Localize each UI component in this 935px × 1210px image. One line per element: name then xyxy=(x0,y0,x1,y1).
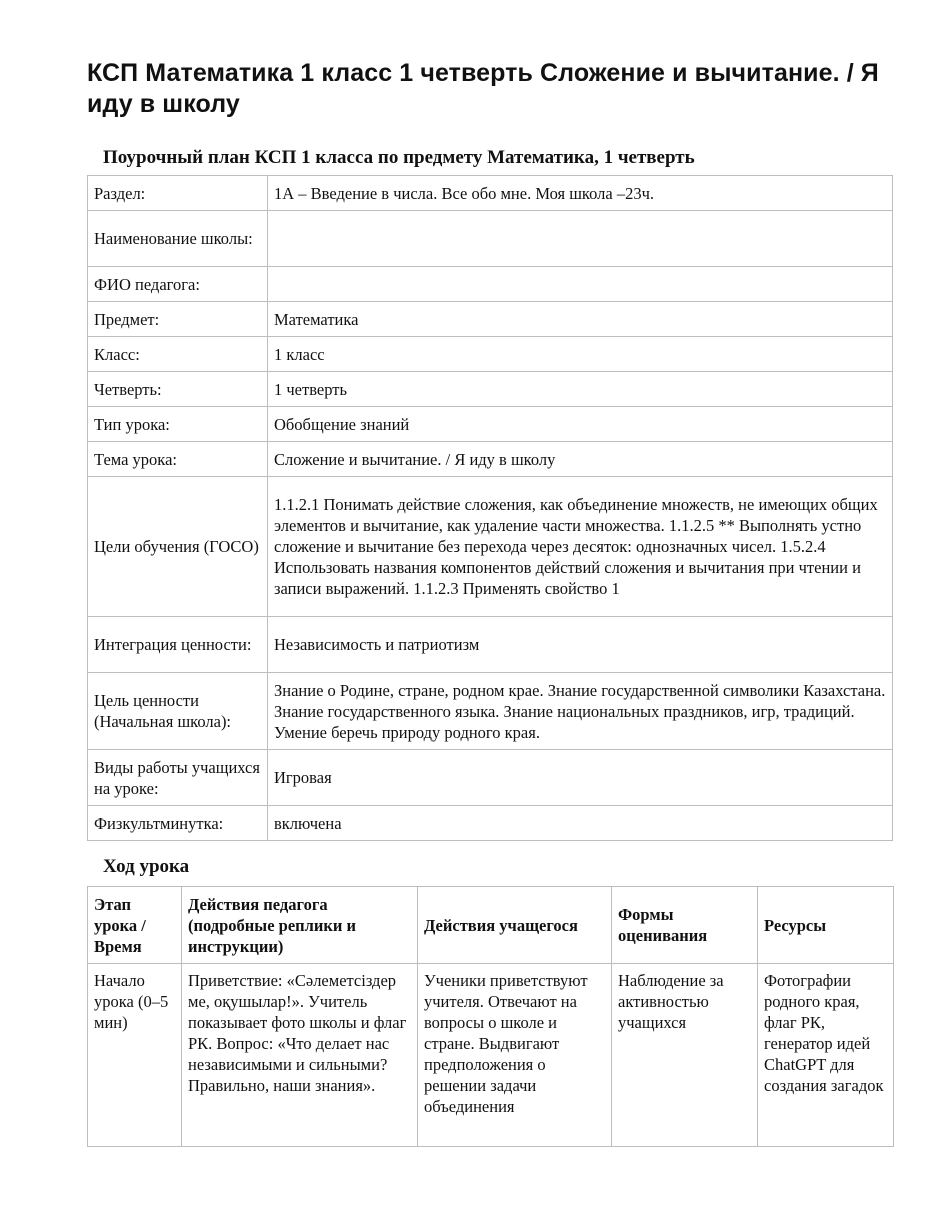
row-label: Физкультминутка: xyxy=(88,806,268,841)
resources-cell: Фотографии родного края, флаг РК, генератор идей ChatGPT для создания загадок xyxy=(758,964,894,1147)
assessment-cell: Наблюдение за активностью учащихся xyxy=(612,964,758,1147)
document-page xyxy=(87,58,893,1147)
row-value xyxy=(268,267,893,302)
lesson-info-table xyxy=(87,175,893,841)
column-header-resources: Ресурсы xyxy=(758,887,894,964)
row-value: Математика xyxy=(268,302,893,337)
table-row xyxy=(88,806,893,841)
lesson-heading: Ход урока xyxy=(103,856,190,877)
column-header-assessment: Формы оценивания xyxy=(612,887,758,964)
table-row xyxy=(88,477,893,617)
row-value: Сложение и вычитание. / Я иду в школу xyxy=(268,442,893,477)
table-row xyxy=(88,337,893,372)
row-value: 1.1.2.1 Понимать действие сложения, как объединение множеств, не имеющих общих элементов и вычитание, как удаление части множества. 1.1.2.5 ** Выполнять устно сложение и вычитание без перехода через десяток: однозначных чисел. 1.5.2.4 Использовать названия компонентов действий сложения и вычитания при чтении и записи выражений. 1.1.2.3 Применять свойство 1 xyxy=(268,477,893,617)
row-label: Четверть: xyxy=(88,372,268,407)
student-actions-cell: Ученики приветствуют учителя. Отвечают на вопросы о школе и стране. Выдвигают предположения о решении задачи объединения xyxy=(418,964,612,1147)
row-value: 1 класс xyxy=(268,337,893,372)
plan-heading: Поурочный план КСП 1 класса по предмету Математика, 1 четверть xyxy=(103,147,695,168)
column-header-student-actions: Действия учащегося xyxy=(418,887,612,964)
row-label: Виды работы учащихся на уроке: xyxy=(88,750,268,806)
row-label: Раздел: xyxy=(88,176,268,211)
row-label: Цели обучения (ГОСО) xyxy=(88,477,268,617)
row-label: Тип урока: xyxy=(88,407,268,442)
lesson-flow-table xyxy=(87,886,894,1147)
teacher-actions-cell: Приветствие: «Сәлеметсіздер ме, оқушылар!». Учитель показывает фото школы и флаг РК. Вопрос: «Что делает нас независимыми и сильными? Правильно, наши знания». xyxy=(182,964,418,1147)
row-label: Класс: xyxy=(88,337,268,372)
row-value xyxy=(268,211,893,267)
row-label: Тема урока: xyxy=(88,442,268,477)
table-row xyxy=(88,372,893,407)
table-row xyxy=(88,617,893,673)
row-label: Предмет: xyxy=(88,302,268,337)
column-header-stage: Этап урока / Время xyxy=(88,887,182,964)
row-label: Цель ценности (Начальная школа): xyxy=(88,673,268,750)
row-value: Независимость и патриотизм xyxy=(268,617,893,673)
column-header-teacher-actions: Действия педагога (подробные реплики и инструкции) xyxy=(182,887,418,964)
row-value: включена xyxy=(268,806,893,841)
row-label: Наименование школы: xyxy=(88,211,268,267)
table-row xyxy=(88,176,893,211)
table-row xyxy=(88,673,893,750)
row-value: Игровая xyxy=(268,750,893,806)
table-row xyxy=(88,964,894,1147)
row-label: ФИО педагога: xyxy=(88,267,268,302)
table-row xyxy=(88,302,893,337)
row-value: Знание о Родине, стране, родном крае. Знание государственной символики Казахстана. Знание государственного языка. Знание национальных праздников, игр, традиций. Умение беречь природу родного края. xyxy=(268,673,893,750)
row-value: 1 четверть xyxy=(268,372,893,407)
table-row xyxy=(88,442,893,477)
table-row xyxy=(88,750,893,806)
table-row xyxy=(88,407,893,442)
document-title: КСП Математика 1 класс 1 четверть Сложение и вычитание. / Я иду в школу xyxy=(87,59,879,118)
table-row xyxy=(88,267,893,302)
row-label: Интеграция ценности: xyxy=(88,617,268,673)
row-value: Обобщение знаний xyxy=(268,407,893,442)
stage-cell: Начало урока (0–5 мин) xyxy=(88,964,182,1147)
row-value: 1А – Введение в числа. Все обо мне. Моя школа –23ч. xyxy=(268,176,893,211)
table-row xyxy=(88,211,893,267)
table-header-row xyxy=(88,887,894,964)
